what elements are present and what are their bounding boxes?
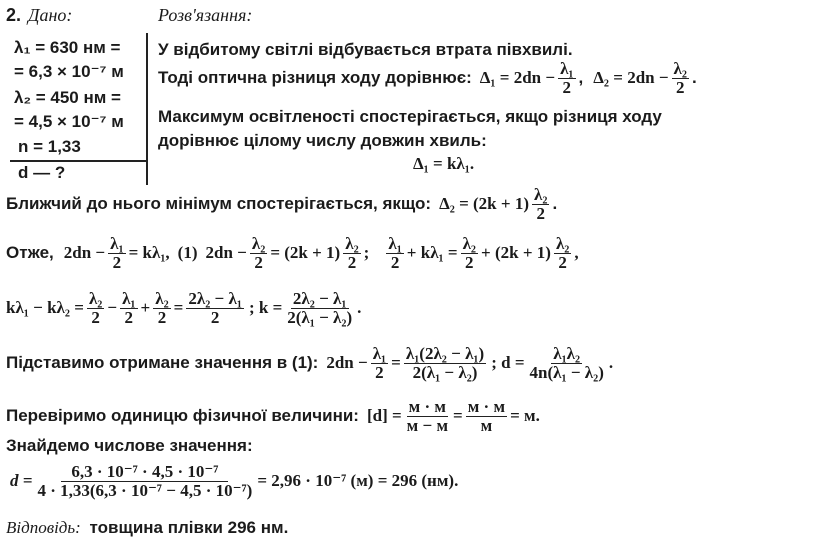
frac-num: λ₂ — [555, 234, 570, 253]
given-lambda1-si: = 6,3 × 10⁻⁷ м — [14, 62, 124, 81]
problem-number: 2. — [6, 5, 22, 25]
solution-line-10 — [6, 398, 540, 435]
eq2-mid: = (2k + 1) — [270, 243, 341, 263]
eq1-tag: (1) — [177, 243, 198, 263]
frac-num: λ₂ — [251, 234, 266, 253]
period: . — [692, 68, 697, 88]
frac-num: λ₁ — [110, 234, 124, 253]
l1-frac — [120, 290, 137, 327]
period: . — [552, 194, 558, 214]
delta2-frac — [672, 60, 689, 97]
k-frac — [285, 290, 354, 327]
solution-line-1: У відбитому світлі відбувається втрата півхвилі. — [158, 40, 573, 59]
unit-frac-1 — [405, 398, 450, 435]
comma: , — [578, 68, 584, 88]
given-n: n = 1,33 — [18, 137, 81, 156]
num-lhs: d = — [10, 471, 33, 491]
solution-line-4: дорівнює цілому числу довжин хвиль: — [158, 131, 487, 150]
period: . — [357, 298, 362, 318]
solution-line-11: Знайдемо числове значення: — [6, 436, 253, 455]
answer-label: Відповідь: — [6, 518, 81, 537]
frac-den: 2 — [558, 252, 567, 272]
l2-frac — [461, 235, 478, 272]
eq3-end: , — [574, 243, 579, 263]
eq3-plus: + (2k + 1) — [481, 243, 551, 263]
eq2-end: ; — [363, 243, 370, 263]
solution-line-2-text: Тоді оптична різниця ходу дорівнює: — [158, 68, 472, 88]
k-left: kλ₁ − kλ₂ = — [6, 298, 84, 318]
l1-frac — [108, 235, 125, 272]
find-d: d — ? — [18, 163, 66, 182]
sub-left: 2dn − — [326, 353, 368, 373]
delta2-eq: Δ₂ = 2dn − — [593, 68, 669, 88]
frac-num: λ₂ — [462, 234, 477, 253]
eq3-mid: + kλ₁ = — [406, 243, 458, 263]
frac-den: 4 · 1,33(6,3 · 10⁻⁷ − 4,5 · 10⁻⁷) — [37, 480, 253, 500]
solution-line-6 — [6, 186, 557, 223]
numeric-frac — [35, 463, 254, 500]
l2-frac — [532, 186, 549, 223]
solution-label: Розв'язання: — [158, 5, 253, 25]
frac-num: λ₂ — [673, 59, 687, 78]
frac-num: λ₂ — [88, 289, 103, 308]
frac-den: 2 — [112, 252, 122, 272]
unit-lhs: [d] = — [366, 406, 402, 426]
frac-den: 2 — [157, 307, 167, 327]
frac-num: λ₂ — [155, 289, 169, 308]
l2-frac — [153, 290, 170, 327]
l1-frac — [371, 345, 388, 382]
l1-frac — [386, 235, 403, 272]
frac-den: 2 — [375, 362, 384, 382]
solution-line-6-text: Ближчий до нього мінімум спостерігається, якщо: — [6, 194, 432, 214]
l2-frac — [87, 290, 104, 327]
frac-num: λ₁λ₂ — [553, 344, 581, 363]
given-lambda2: λ₂ = 450 нм = — [14, 88, 121, 107]
frac-den: 2(λ₁ − λ₂) — [287, 307, 353, 327]
frac-den: 4n(λ₁ − λ₂) — [529, 362, 604, 382]
frac-den: 2 — [465, 252, 474, 272]
frac-den: м — [480, 415, 493, 435]
sub-frac — [404, 345, 486, 382]
d-eq: ; d = — [491, 353, 525, 373]
frac-den: 2 — [536, 203, 545, 223]
l2-frac — [554, 235, 571, 272]
frac-den: м − м — [406, 415, 449, 435]
given-horizontal-divider — [10, 160, 146, 162]
frac-den: 2 — [676, 77, 685, 97]
solution-line-9 — [6, 345, 613, 382]
solution-line-7 — [6, 235, 579, 272]
given-lambda2-si: = 4,5 × 10⁻⁷ м — [14, 112, 124, 131]
solution-line-5: Δ₁ = kλ₁. — [413, 154, 475, 173]
solution-line-8 — [6, 290, 361, 327]
frac-den: 2 — [254, 252, 263, 272]
eq1-left: 2dn − — [63, 243, 106, 263]
plus: + — [140, 298, 151, 318]
equals: = — [173, 298, 184, 318]
combined-frac — [186, 290, 244, 327]
frac-num: λ₂ — [345, 234, 359, 253]
frac-den: 2 — [347, 252, 357, 272]
minus: − — [107, 298, 118, 318]
num-result: = 2,96 · 10⁻⁷ (м) = 296 (нм). — [257, 471, 459, 491]
delta1-eq: Δ₁ = 2dn − — [479, 68, 556, 88]
answer-line — [6, 518, 288, 538]
given-label: Дано: — [28, 5, 73, 25]
delta1-frac — [558, 60, 575, 97]
solution-line-2 — [158, 60, 697, 97]
given-lambda1: λ₁ = 630 нм = — [14, 38, 121, 57]
frac-num: λ₁ — [560, 59, 574, 78]
period: . — [608, 353, 614, 373]
frac-num: λ₁ — [388, 234, 402, 253]
frac-num: 6,3 · 10⁻⁷ · 4,5 · 10⁻⁷ — [61, 463, 228, 482]
frac-den: 2 — [390, 252, 400, 272]
frac-den: 2 — [562, 77, 572, 97]
frac-num: λ₁ — [122, 289, 136, 308]
frac-den: 2 — [91, 307, 100, 327]
equals: = — [453, 406, 463, 426]
frac-den: 2(λ₁ − λ₂) — [412, 362, 478, 382]
l2-frac — [250, 235, 267, 272]
eq1-right: = kλ₁, — [128, 243, 170, 263]
frac-den: 2 — [210, 307, 220, 327]
frac-num: м · м — [467, 397, 506, 416]
delta2-min-eq: Δ₂ = (2k + 1) — [439, 194, 529, 214]
d-frac — [528, 345, 606, 382]
frac-num: 2λ₂ − λ₁ — [292, 289, 347, 308]
frac-den: 2 — [124, 307, 134, 327]
k-eq: ; k = — [248, 298, 283, 318]
frac-num: λ₂ — [533, 185, 548, 204]
frac-num: м · м — [408, 397, 447, 416]
solution-line-12 — [10, 463, 458, 500]
equals: = — [391, 353, 401, 373]
substitute-text: Підставимо отримане значення в (1): — [6, 353, 319, 373]
unit-check-text: Перевіримо одиницю фізичної величини: — [6, 406, 359, 426]
answer-text: товщина плівки 296 нм. — [89, 518, 289, 537]
unit-end: = м. — [510, 406, 540, 426]
frac-num: λ₁(2λ₂ − λ₁) — [405, 344, 485, 363]
unit-frac-2 — [466, 398, 507, 435]
frac-num: λ₁ — [372, 344, 387, 363]
therefore-label: Отже, — [6, 243, 54, 263]
eq2-left: 2dn − — [205, 243, 247, 263]
given-vertical-divider — [146, 33, 148, 185]
frac-num: 2λ₂ − λ₁ — [188, 289, 242, 308]
solution-line-3: Максимум освітленості спостерігається, якщо різниця ходу — [158, 107, 662, 126]
l2-frac — [343, 235, 360, 272]
